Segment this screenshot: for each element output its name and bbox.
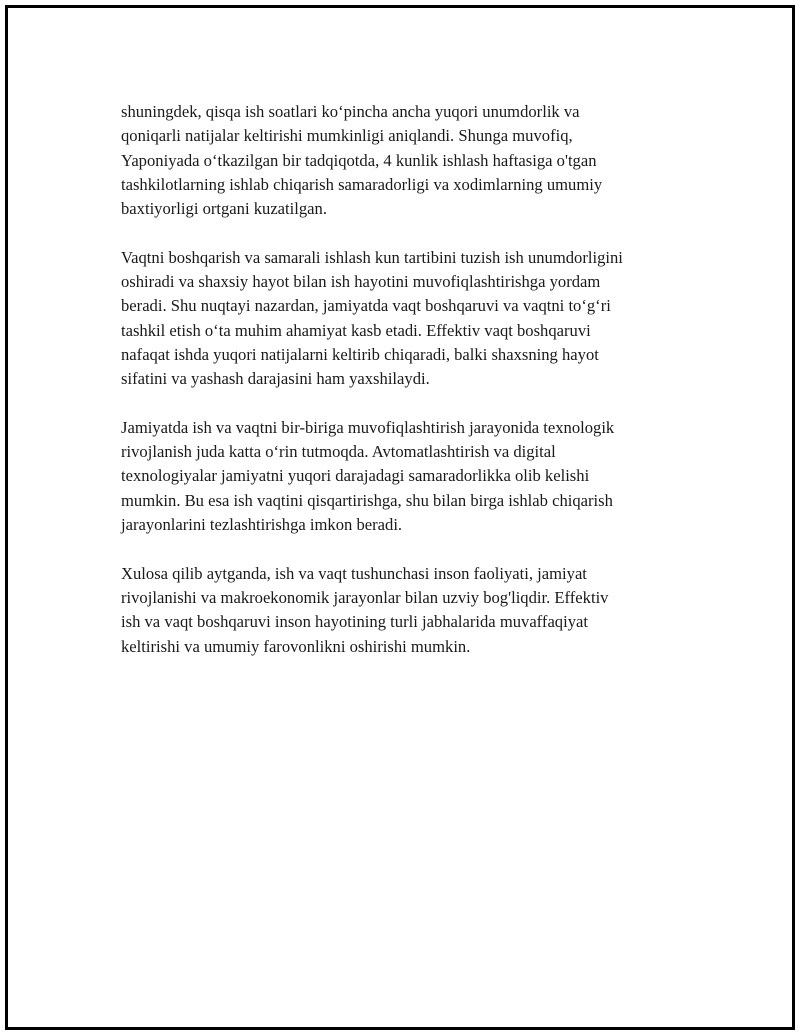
paragraph-2: Vaqtni boshqarish va samarali ishlash kun tartibini tuzish ish unumdorligini oshiradi va shaxsiy hayot bilan ish hayotini muvofiqlashtirishga yordam beradi. Shu nuqtayi nazardan, jamiyatda vaqt boshqaruvi va vaqtni to‘g‘ri tashkil etish o‘ta muhim ahamiyat kasb etadi. Effektiv vaqt boshqaruvi nafaqat ishda yuqori natijalarni keltirib chiqaradi, balki shaxsning hayot sifatini va yashash darajasini ham yaxshilaydi. — [121, 247, 623, 389]
document-page — [5, 5, 795, 1030]
document-body — [121, 100, 711, 659]
paragraph-4: Xulosa qilib aytganda, ish va vaqt tushunchasi inson faoliyati, jamiyat rivojlanishi va makroekonomik jarayonlar bilan uzviy bog'liqdir. Effektiv ish va vaqt boshqaruvi inson hayotining turli jabhalarida muvaffaqiyat keltirishi va umumiy farovonlikni oshirishi mumkin. — [121, 563, 609, 656]
paragraph-3: Jamiyatda ish va vaqtni bir-biriga muvofiqlashtirish jarayonida texnologik rivojlanish juda katta o‘rin tutmoqda. Avtomatlashtirish va digital texnologiyalar jamiyatni yuqori darajadagi samaradorlikka olib kelishi mumkin. Bu esa ish vaqtini qisqartirishga, shu bilan birga ishlab chiqarish jarayonlarini tezlashtirishga imkon beradi. — [121, 417, 615, 535]
paragraph-1: shuningdek, qisqa ish soatlari ko‘pincha ancha yuqori unumdorlik va qoniqarli natijalar keltirishi mumkinligi aniqlandi. Shunga muvofiq, Yaponiyada o‘tkazilgan bir tadqiqotda, 4 kunlik ishlash haftasiga o'tgan tashkilotlarning ishlab chiqarish samaradorligi va xodimlarning umumiy baxtiyorligi ortgani kuzatilgan. — [121, 102, 603, 219]
